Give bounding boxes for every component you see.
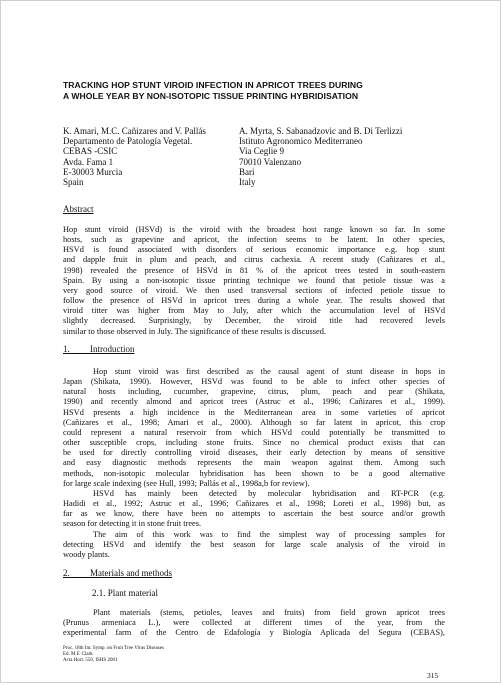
section-heading-introduction: 1. Introduction [63,344,135,354]
text-line: and dapple fruit in plum and peach, and citrus cachexia. A recent study (Cañizares et al., [63,255,445,265]
authors-right-block [239,126,402,187]
affiliation-line: Italy [239,177,256,188]
affiliation-line: Departamento de Patología Vegetal. [63,136,193,147]
author-line: A. Myrta, S. Sabanadzovic and B. Di Terlizzi [239,126,403,136]
footer-line: Proc. 18th Int. Symp. on Fruit Tree Virus Diseases [63,646,164,651]
text-line: for large scale indexing (see Hull, 1993; Pallás et al., 1998a,b for review). [63,478,310,488]
subsection-heading-plant-material: 2.1. Plant material [92,588,158,598]
footer-citation [63,646,164,664]
text-line: and easy diagnostic methods represents the main weapon against them. Among such [63,458,445,468]
text-line: HSVd is found associated with disorders of serious economic importance e.g. hop stunt [63,245,445,255]
text-line: Hop stunt viroid (HSVd) is the viroid with the broadest host range known so far. In some [63,225,445,234]
text-line: far as we know, there have been no attempts to ascertain the best source and/or growth [63,509,445,519]
affiliation-line: Istituto Agronomico Mediterraneo [239,136,363,147]
paper-title-line: TRACKING HOP STUNT VIROID INFECTION IN APRICOT TREES DURING [63,80,363,90]
author-line: K. Amari, M.C. Cañizares and V. Pallás [63,126,206,136]
text-line: HSVd has mainly been detected by molecular hybridisation and RT-PCR (e.g. [93,488,445,498]
text-line: Spain. By using a non-isotopic tissue printing technique we found that petiole tissue was a [63,275,445,285]
text-line: Plant materials (stems, petioles, leaves and fruits) from field grown apricot trees [93,608,445,617]
text-line: (Prunus armeniaca L.), were collected at different times of the year, from the [63,618,445,628]
text-line: natural hosts including, cucumber, grapevine, citrus, plum, peach and pear (Shikata, [63,387,445,397]
section-heading-methods: 2. Materials and methods [63,568,172,578]
text-line: be used for directly controlling viroid diseases, their early detection by means of sensitive [63,448,445,458]
text-line: Japan (Shikata, 1990). However, HSVd was found to be able to infect other species of [63,377,445,387]
text-line: could represent a natural reservoir from which HSVd could potentially be transmitted to [63,427,445,437]
affiliation-line: 70010 Valenzano [239,156,302,167]
authors-left-block [63,126,206,187]
page-number: 315 [427,671,439,680]
footer-line: Ed. M.F. Clark [63,652,93,657]
footer-line: Acta Hort. 550, ISHS 2001 [63,658,118,663]
abstract-heading: Abstract [63,204,94,214]
introduction-paragraph [63,367,445,560]
text-line: Hop stunt viroid was first described as the causal agent of stunt disease in hops in [93,367,445,376]
affiliation-line: Via Ceglie 9 [239,146,284,157]
text-line: (Cañizares et al., 1998; Amari et al., 2000). Although so far latent in apricot, this crop [63,417,445,427]
text-line: other susceptible crops, including stone fruits. Since no chemical product exists that can [63,438,445,448]
text-line: viroid titter was higher from May to July, after which the accumulation level of HSVd [63,306,445,316]
affiliation-line: Avda. Fama 1 [63,156,114,167]
text-line: hosts, such as grapevine and apricot, the infection seems to be latent. In other species, [63,235,445,245]
text-line: experimental farm of the Centro de Edafología y Biología Aplicada del Segura (CEBAS), [63,628,445,638]
text-line: follow the presence of HSVd in apricot trees during a whole year. The results showed that [63,296,445,306]
abstract-paragraph [63,225,445,337]
paper-title-line: A WHOLE YEAR BY NON-ISOTOPIC TISSUE PRINTING HYBRIDISATION [63,91,359,101]
text-line: woody plants. [63,549,110,559]
text-line: slightly decreased. Surprisingly, by December, the viroid title had recovered levels [63,316,445,326]
text-line: 1998) revealed the presence of HSVd in 81 % of the apricot trees tested in south-eastern [63,265,445,275]
affiliation-line: CEBAS -CSIC [63,146,118,157]
text-line: The aim of this work was to find the simplest way of processing samples for [93,529,445,539]
text-line: Hadidi et al., 1992; Astruc et al., 1996; Cañizares et al., 1998; Loreti et al., 1998) but, as [63,499,445,509]
text-line: HSVd presents a high incidence in the Mediterranean area in some varieties of apricot [63,407,445,417]
text-line: very good source of viroid. We then used transversal sections of infected petiole tissue to [63,285,445,295]
text-line: similar to those observed in July. The significance of these results is discussed. [63,326,327,336]
text-line: 1990) and recently almond and apricot trees (Astruc et al., 1996; Cañizares et al., 1999). [63,397,445,407]
text-line: methods, non-isotopic molecular hybridisation has been shown to be a good alternative [63,468,445,478]
text-line: detecting HSVd and identify the best season for large scale analysis of the viroid in [63,539,445,549]
methods-paragraph [63,608,445,638]
affiliation-line: E-30003 Murcia [63,166,123,177]
affiliation-line: Spain [63,177,84,188]
affiliation-line: Bari [239,166,255,177]
paper-title [63,80,443,102]
text-line: season for detecting it in stone fruit trees. [63,519,202,529]
